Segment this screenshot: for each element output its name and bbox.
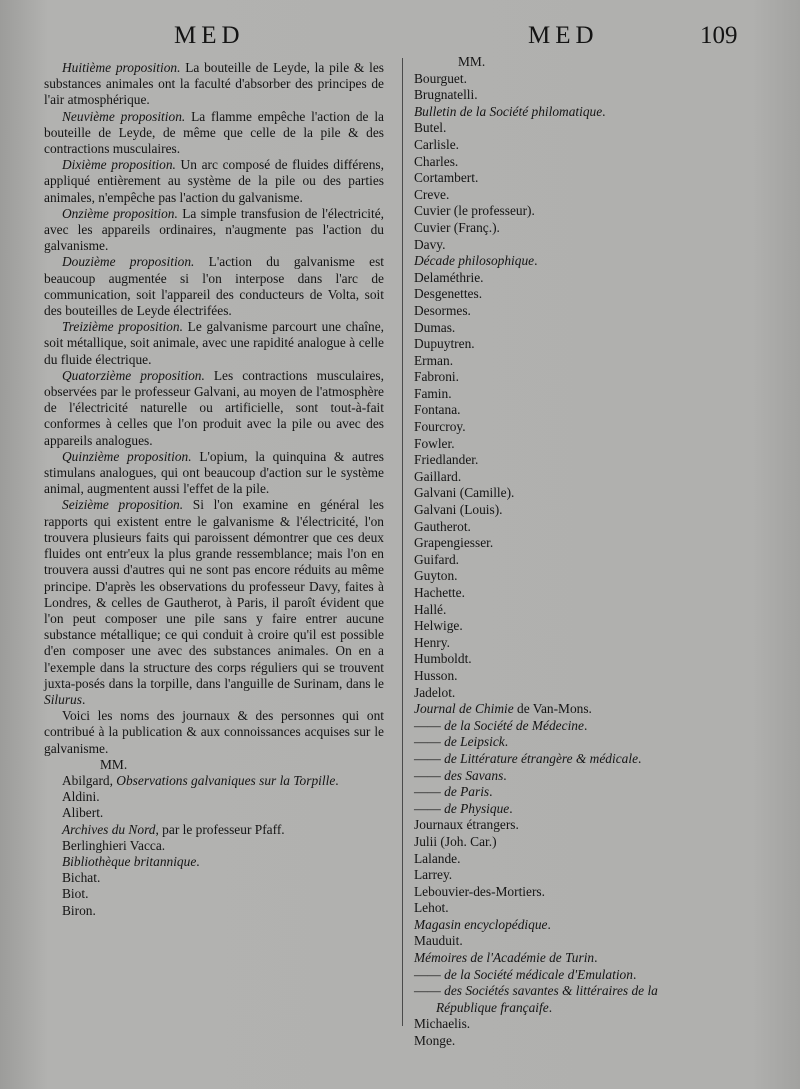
entry-text: Galvani (Louis). <box>414 502 503 518</box>
list-item <box>414 718 744 735</box>
entry-suffix: . <box>335 772 339 788</box>
proposition-paragraph <box>44 206 384 255</box>
list-item <box>414 585 744 602</box>
entry-text: Desgenettes. <box>414 286 483 302</box>
proposition-title: Huitième proposition. <box>62 60 181 75</box>
list-item <box>414 618 744 635</box>
list-item <box>414 734 744 751</box>
list-item <box>414 651 744 668</box>
list-item <box>414 369 744 386</box>
entry-italic: de la Société médicale d'Emulation <box>444 966 633 982</box>
entry-suffix: . <box>196 853 200 869</box>
list-item <box>414 87 744 104</box>
entry-text: Creve. <box>414 186 450 202</box>
entry-text: Larrey. <box>414 867 453 883</box>
mm-heading-right: MM. <box>458 54 486 69</box>
list-item <box>44 773 384 789</box>
entry-text: —— <box>414 966 445 982</box>
entry-suffix: . <box>509 800 513 816</box>
list-item <box>44 789 384 805</box>
proposition-paragraph <box>44 254 384 319</box>
entry-italic: de Paris <box>444 784 490 800</box>
list-item <box>414 320 744 337</box>
entry-text: Brugnatelli. <box>414 87 478 103</box>
proposition-paragraph <box>44 319 384 368</box>
entry-text: Lebouvier-des-Mortiers. <box>414 883 545 899</box>
list-item <box>414 253 744 270</box>
list-item <box>414 834 744 851</box>
list-item <box>414 203 744 220</box>
proposition-text: Le galvanisme parcourt une chaîne, soit métallique, soit animale, avec une rapidité analogue à celle du fluide électrique. <box>44 319 384 367</box>
proposition-text: L'action du galvanisme est beaucoup augmentée si l'on interpose dans l'arc de communication, soit l'appareil des conducteurs de Volta, soit des bouteilles de Leyde électrifées. <box>44 254 384 319</box>
entry-text: —— <box>414 800 445 816</box>
entry-text: Michaelis. <box>414 1016 471 1032</box>
list-item <box>414 635 744 652</box>
list-item <box>414 154 744 171</box>
list-item <box>414 851 744 868</box>
entry-suffix: , par le professeur Pfaff. <box>155 821 285 837</box>
entry-text: Delaméthrie. <box>414 269 484 285</box>
entry-suffix: . <box>548 999 553 1015</box>
entry-text: Cuvier (Franç.). <box>414 219 500 235</box>
proposition-title: Quinzième proposition. <box>62 448 192 464</box>
list-item <box>44 886 384 902</box>
running-header <box>0 22 800 56</box>
entry-italic: de Littérature étrangère & médicale <box>444 750 639 766</box>
list-item <box>414 137 744 154</box>
list-item <box>414 967 744 984</box>
entry-text: Hallé. <box>414 601 447 617</box>
entry-italic: Magasin encyclopédique <box>414 916 548 932</box>
entry-italic: Bibliothèque britannique <box>62 853 197 869</box>
entry-text: Fontana. <box>414 402 461 418</box>
list-item <box>414 220 744 237</box>
proposition-title: Treizième proposition. <box>62 319 183 335</box>
entry-text: Julii (Joh. Car.) <box>414 833 497 849</box>
entry-text: Fourcroy. <box>414 419 466 435</box>
proposition-text: La simple transfusion de l'électricité, avec les appareils ordinaires, n'augmente pas l'action du galvanisme. <box>44 205 384 254</box>
entry-italic: de Physique <box>444 800 510 816</box>
page-number: 109 <box>700 22 738 49</box>
list-item <box>414 485 744 502</box>
entry-italic: de Leipsick <box>444 734 505 750</box>
list-item <box>414 552 744 569</box>
entry-text: Guyton. <box>414 568 458 584</box>
right-column <box>414 54 744 1050</box>
header-left: MED <box>174 22 245 49</box>
entry-italic: République françaife <box>436 999 549 1015</box>
list-item <box>414 817 744 834</box>
entry-text: Davy. <box>414 236 446 252</box>
entry-text: Galvani (Camille). <box>414 485 515 501</box>
entry-text: Aldini. <box>62 789 100 805</box>
entry-text: Husson. <box>414 667 458 683</box>
contributors-list-right <box>414 71 744 1050</box>
entry-text: Hachette. <box>414 585 465 600</box>
entry-suffix: . <box>534 253 538 269</box>
entry-text: Jadelot. <box>414 684 456 700</box>
list-item <box>414 784 744 801</box>
list-item <box>414 768 744 785</box>
contributors-list-left <box>44 773 384 919</box>
entry-text: —— <box>414 734 445 750</box>
entry-suffix: . <box>489 784 493 800</box>
entry-text: Grapengiesser. <box>414 535 494 551</box>
entry-text: Fabroni. <box>414 369 460 385</box>
list-item <box>414 436 744 453</box>
entry-text: Butel. <box>414 120 447 136</box>
list-item <box>414 237 744 254</box>
entry-text: Cuvier (le professeur). <box>414 203 535 219</box>
entry-suffix: . <box>547 916 551 932</box>
entry-text: —— <box>414 784 445 800</box>
list-item <box>414 933 744 950</box>
list-item <box>414 751 744 768</box>
entry-italic: des Sociétés savantes & littéraires de la <box>444 983 658 999</box>
entry-suffix: . <box>583 717 588 733</box>
list-item <box>414 535 744 552</box>
entry-text: Charles. <box>414 153 459 169</box>
header-right: MED <box>528 22 599 49</box>
list-item <box>414 452 744 469</box>
entry-suffix: . <box>594 950 598 966</box>
list-item <box>414 270 744 287</box>
list-item <box>414 701 744 718</box>
entry-text: Abilgard, <box>62 772 117 788</box>
entry-text: Gaillard. <box>414 468 462 484</box>
entry-text: Friedlander. <box>414 452 479 468</box>
entry-text: Gautherot. <box>414 518 471 534</box>
entry-suffix: . <box>503 767 507 783</box>
entry-text: Erman. <box>414 352 454 368</box>
entry-text: Guifard. <box>414 551 459 567</box>
list-item <box>414 668 744 685</box>
proposition-text: La bouteille de Leyde, la pile & les substances animales ont la faculté d'absorber des principes de l'air atmosphérique. <box>44 60 384 108</box>
list-item <box>414 469 744 486</box>
entry-text: Dupuytren. <box>414 336 475 352</box>
list-item <box>414 519 744 536</box>
entry-italic: Observations galvaniques sur la Torpille <box>116 772 336 788</box>
entry-text: —— <box>414 750 445 766</box>
list-item <box>44 805 384 821</box>
entry-suffix: . <box>602 103 606 119</box>
list-item <box>414 1000 744 1017</box>
entry-italic: Journal de Chimie <box>414 701 514 717</box>
entry-text: Monge. <box>414 1033 456 1049</box>
list-item <box>414 568 744 585</box>
list-item <box>44 870 384 886</box>
entry-italic: des Savans <box>444 767 504 783</box>
list-item <box>44 838 384 854</box>
entry-text: Carlisle. <box>414 136 459 152</box>
list-item <box>414 104 744 121</box>
proposition-paragraph <box>44 368 384 449</box>
entry-text: Biot. <box>62 886 89 902</box>
list-item <box>414 867 744 884</box>
list-item <box>414 419 744 436</box>
proposition-title: Onzième proposition. <box>62 205 178 221</box>
entry-text: Helwige. <box>414 618 463 634</box>
proposition-paragraph <box>44 109 384 158</box>
proposition-tail: . <box>81 691 86 707</box>
list-item <box>414 71 744 88</box>
list-item <box>414 286 744 303</box>
proposition-text: La flamme empêche l'action de la bouteille de Leyde, de même que celle de la pile & des contractions musculaires. <box>44 108 384 157</box>
entry-text: Alibert. <box>62 805 104 821</box>
list-item <box>414 502 744 519</box>
list-item <box>414 353 744 370</box>
list-item <box>414 120 744 137</box>
proposition-title: Neuvième proposition. <box>62 108 186 124</box>
entry-text: Journaux étrangers. <box>414 817 519 833</box>
list-item <box>414 187 744 204</box>
entry-text: Berlinghieri Vacca. <box>62 837 166 853</box>
proposition-italic: Silurus <box>44 691 82 707</box>
list-item <box>414 685 744 702</box>
entry-text: —— <box>414 717 445 733</box>
proposition-text: L'opium, la quinquina & autres stimulans analogues, qui ont beaucoup d'action sur le système animal, augmentent aussi l'effet de la pile. <box>44 448 384 497</box>
list-item <box>414 917 744 934</box>
entry-text: Cortambert. <box>414 170 479 186</box>
entry-text: Henry. <box>414 634 450 650</box>
entry-text: Dumas. <box>414 319 456 335</box>
entry-text: Biron. <box>62 902 96 918</box>
entry-text: —— <box>414 767 445 783</box>
list-item <box>414 900 744 917</box>
list-item <box>414 950 744 967</box>
entry-text: Mauduit. <box>414 933 463 949</box>
entry-suffix: . <box>638 750 642 766</box>
proposition-title: Douzième proposition. <box>62 254 195 270</box>
entry-text: Bourguet. <box>414 70 467 86</box>
list-item <box>414 801 744 818</box>
entry-text: Humboldt. <box>414 651 472 667</box>
list-item <box>44 854 384 870</box>
list-item <box>44 822 384 838</box>
mm-heading-left: MM. <box>100 756 128 772</box>
entry-italic: de la Société de Médecine <box>444 717 584 733</box>
proposition-title: Quatorzième proposition. <box>62 367 205 383</box>
list-item <box>414 170 744 187</box>
list-item <box>414 336 744 353</box>
proposition-paragraph <box>44 157 384 206</box>
entry-italic: Mémoires de l'Académie de Turin <box>414 950 595 966</box>
proposition-text: Les contractions musculaires, observées par le professeur Galvani, au moyen de l'atmosphère de l'électricité naturelle ou artificielle, sont tout-à-fait conformes à celles que l'on produit avec la pile ou avec des appareils analogues. <box>44 367 384 448</box>
list-item <box>414 1033 744 1050</box>
list-item <box>414 303 744 320</box>
list-item <box>414 983 744 1000</box>
entry-text: Lehot. <box>414 900 449 916</box>
entry-text: Famin. <box>414 385 452 401</box>
entry-text: Fowler. <box>414 435 455 451</box>
entry-suffix: . <box>504 734 509 750</box>
entry-italic: Bulletin de la Société philomatique <box>414 103 603 119</box>
entry-italic: Archives du Nord <box>62 821 156 837</box>
list-item <box>414 602 744 619</box>
entry-suffix: . <box>632 966 637 982</box>
entry-suffix: de Van-Mons. <box>513 701 592 717</box>
entry-italic: Décade philosophique <box>414 253 535 269</box>
proposition-paragraph <box>44 60 384 109</box>
list-item <box>414 402 744 419</box>
proposition-paragraph <box>44 497 384 708</box>
proposition-title: Dixième proposition. <box>62 157 176 173</box>
propositions <box>44 60 384 708</box>
proposition-title: Seizième proposition. <box>62 497 184 513</box>
entry-text: Desormes. <box>414 302 471 318</box>
entry-text: Lalande. <box>414 850 461 866</box>
column-divider <box>402 58 403 1026</box>
proposition-text: Si l'on examine en général les rapports qui existent entre le galvanisme & l'électricité, l'on trouvera plusieurs faits qui paroissent démontrer que ces deux fluides ont entr'eux la plus grande ressemblance; mais l'on en trouvera aussi d'autres qui ne sont pas encore réduits au même principe. D'après les observations du professeur Davy, faites à Londres, & celles de Gautherot, à Paris, il paroît évident que l'on peut composer une pile sans y faire entrer aucune substance métallique; ce qui conduit à croire qu'il est possible d'en composer une avec des substances animales. On en a l'exemple dans la structure des corps réguliers qui se trouvent juxta-posés dans la torpille, dans l'anguille de Surinam, dans le <box>44 497 384 691</box>
proposition-paragraph <box>44 449 384 498</box>
left-column <box>44 60 384 919</box>
list-item <box>414 1016 744 1033</box>
entry-text: —— <box>414 983 445 999</box>
list-item <box>414 386 744 403</box>
entry-text: Bichat. <box>62 870 101 886</box>
closing-paragraph: Voici les noms des journaux & des personnes qui ont contribué à la publication & aux connoissances acquises sur le galvanisme. <box>44 708 384 756</box>
list-item <box>414 884 744 901</box>
list-item <box>44 903 384 919</box>
proposition-text: Un arc composé de fluides différens, appliqué entièrement au système de la pile ou des parties animales, n'empêche pas l'action du galvanisme. <box>44 157 384 205</box>
